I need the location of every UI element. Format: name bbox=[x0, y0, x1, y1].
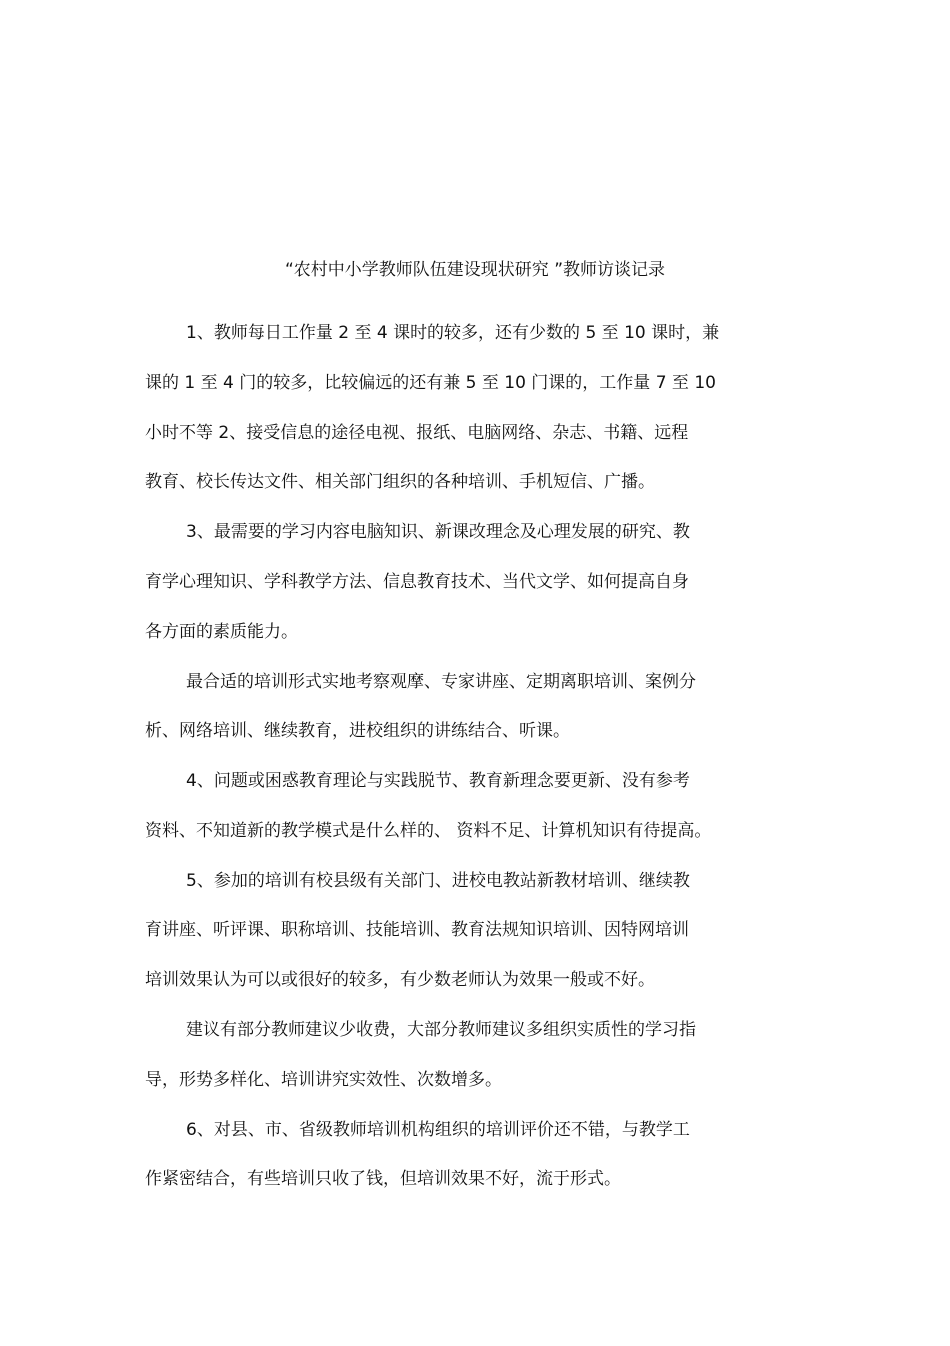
paragraph-line: 最合适的培训形式实地考察观摩、专家讲座、定期离职培训、案例分 bbox=[186, 672, 696, 692]
paragraph-line: 3、最需要的学习内容电脑知识、新课改理念及心理发展的研究、教 bbox=[186, 522, 690, 542]
paragraph-line: 作紧密结合，有些培训只收了钱，但培训效果不好，流于形式。 bbox=[145, 1169, 621, 1189]
paragraph-line: 5、参加的培训有校县级有关部门、进校电教站新教材培训、继续教 bbox=[186, 871, 690, 891]
paragraph-line: 育学心理知识、学科教学方法、信息教育技术、当代文学、如何提高自身 bbox=[145, 572, 689, 592]
paragraph-line: 资料、不知道新的教学模式是什么样的、 资料不足、计算机知识有待提高。 bbox=[145, 821, 712, 841]
paragraph-line: 各方面的素质能力。 bbox=[145, 622, 298, 642]
paragraph-line: 析、网络培训、继续教育，进校组织的讲练结合、听课。 bbox=[145, 721, 570, 741]
paragraph-line: 教育、校长传达文件、相关部门组织的各种培训、手机短信、广播。 bbox=[145, 472, 655, 492]
paragraph-line: 导，形势多样化、培训讲究实效性、次数增多。 bbox=[145, 1070, 502, 1090]
paragraph-line: 6、对县、市、省级教师培训机构组织的培训评价还不错，与教学工 bbox=[186, 1120, 690, 1140]
paragraph-line: 课的 1 至 4 门的较多，比较偏远的还有兼 5 至 10 门课的，工作量 7 至 10 bbox=[145, 373, 716, 393]
document-title: “农村中小学教师队伍建设现状研究 ”教师访谈记录 bbox=[284, 260, 666, 280]
paragraph-line: 1、教师每日工作量 2 至 4 课时的较多，还有少数的 5 至 10 课时，兼 bbox=[186, 323, 720, 343]
paragraph-line: 建议有部分教师建议少收费，大部分教师建议多组织实质性的学习指 bbox=[186, 1020, 696, 1040]
paragraph-line: 4、问题或困惑教育理论与实践脱节、教育新理念要更新、没有参考 bbox=[186, 771, 690, 791]
paragraph-line: 小时不等 2、接受信息的途径电视、报纸、电脑网络、杂志、书籍、远程 bbox=[145, 423, 689, 443]
paragraph-line: 育讲座、听评课、职称培训、技能培训、教育法规知识培训、因特网培训 bbox=[145, 920, 689, 940]
paragraph-line: 培训效果认为可以或很好的较多，有少数老师认为效果一般或不好。 bbox=[145, 970, 655, 990]
